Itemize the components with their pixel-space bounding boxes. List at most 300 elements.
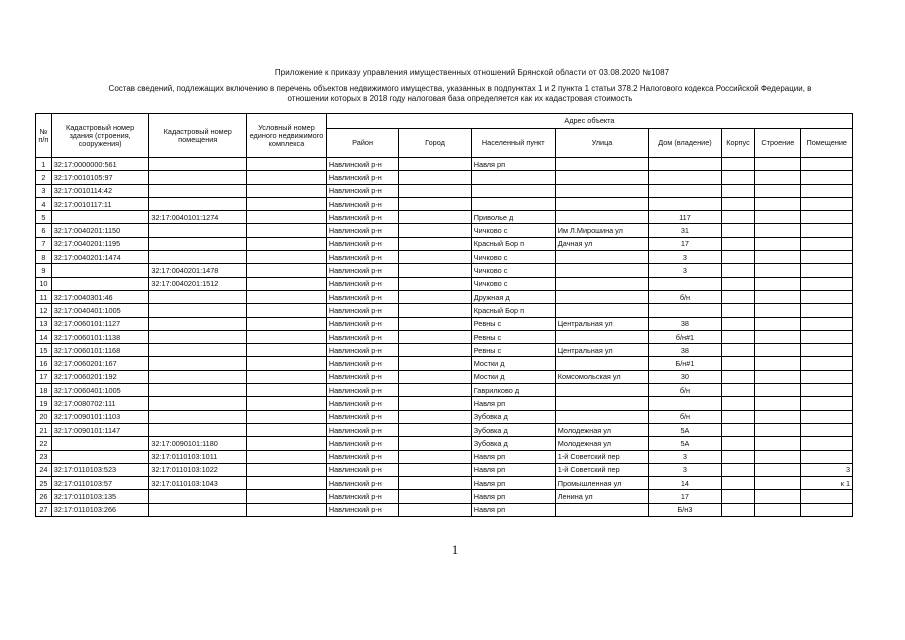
cell-house: 3: [649, 450, 721, 463]
table-row: [36, 158, 853, 171]
cell-complex-number: [247, 450, 327, 463]
cell-pomeshchenie: к 1: [801, 477, 853, 490]
cell-complex-number: [247, 490, 327, 503]
cell-city: [399, 463, 471, 476]
cell-stroenie: [755, 357, 801, 370]
cell-row-number: 13: [36, 317, 52, 330]
cell-street: [555, 197, 648, 210]
cell-locality: Зубовка д: [471, 423, 555, 436]
cell-complex-number: [247, 397, 327, 410]
cell-house: б/н: [649, 410, 721, 423]
cell-row-number: 14: [36, 330, 52, 343]
cell-complex-number: [247, 211, 327, 224]
cell-korpus: [721, 290, 755, 303]
cell-row-number: 27: [36, 503, 52, 516]
cell-complex-number: [247, 197, 327, 210]
cell-street: [555, 290, 648, 303]
table-row: [36, 503, 853, 516]
cell-room-cadastral-number: 32:17:0110103:1011: [149, 450, 247, 463]
cell-room-cadastral-number: [149, 290, 247, 303]
cell-korpus: [721, 237, 755, 250]
cell-building-cadastral-number: 32:17:0110103:57: [51, 477, 149, 490]
cell-district: Навлинский р-н: [326, 357, 398, 370]
table-row: [36, 237, 853, 250]
cell-house: 3: [649, 463, 721, 476]
cell-pomeshchenie: [801, 290, 853, 303]
cell-building-cadastral-number: 32:17:0040401:1005: [51, 304, 149, 317]
cell-street: Дачная ул: [555, 237, 648, 250]
table-row: [36, 450, 853, 463]
table-row: [36, 490, 853, 503]
cell-house: Б/н#1: [649, 357, 721, 370]
cell-district: Навлинский р-н: [326, 477, 398, 490]
cell-row-number: 16: [36, 357, 52, 370]
cell-row-number: 19: [36, 397, 52, 410]
cell-district: Навлинский р-н: [326, 463, 398, 476]
table-row: [36, 437, 853, 450]
cell-locality: Чичково с: [471, 277, 555, 290]
cell-house: 5А: [649, 423, 721, 436]
cell-locality: [471, 197, 555, 210]
cell-house: б/н: [649, 384, 721, 397]
table-body: [36, 158, 853, 517]
cell-street: [555, 397, 648, 410]
cell-district: Навлинский р-н: [326, 158, 398, 171]
col-header-city: Город: [399, 129, 471, 158]
cell-house: [649, 184, 721, 197]
cell-city: [399, 211, 471, 224]
cell-row-number: 22: [36, 437, 52, 450]
col-header-pomeshchenie: Помещение: [801, 129, 853, 158]
cell-street: Центральная ул: [555, 317, 648, 330]
cell-complex-number: [247, 410, 327, 423]
cell-complex-number: [247, 370, 327, 383]
cell-stroenie: [755, 290, 801, 303]
cell-street: Им Л.Мирошина ул: [555, 224, 648, 237]
table-row: [36, 384, 853, 397]
cell-pomeshchenie: 3: [801, 463, 853, 476]
document-subtitle: [40, 84, 880, 104]
cell-complex-number: [247, 158, 327, 171]
cell-row-number: 8: [36, 251, 52, 264]
cell-complex-number: [247, 423, 327, 436]
cell-row-number: 18: [36, 384, 52, 397]
cell-pomeshchenie: [801, 211, 853, 224]
table-row: [36, 211, 853, 224]
cell-locality: Дружная д: [471, 290, 555, 303]
table-row: [36, 370, 853, 383]
cell-building-cadastral-number: 32:17:0040201:1150: [51, 224, 149, 237]
cell-stroenie: [755, 463, 801, 476]
cell-row-number: 9: [36, 264, 52, 277]
cell-room-cadastral-number: [149, 304, 247, 317]
col-header-locality: Населенный пункт: [471, 129, 555, 158]
cell-city: [399, 317, 471, 330]
cell-building-cadastral-number: 32:17:0040201:1195: [51, 237, 149, 250]
col-header-korpus: Корпус: [721, 129, 755, 158]
cell-district: Навлинский р-н: [326, 224, 398, 237]
cell-korpus: [721, 344, 755, 357]
cell-district: Навлинский р-н: [326, 277, 398, 290]
cell-room-cadastral-number: [149, 224, 247, 237]
cell-stroenie: [755, 304, 801, 317]
col-header-district: Район: [326, 129, 398, 158]
col-header-street: Улица: [555, 129, 648, 158]
table-row: [36, 397, 853, 410]
cell-complex-number: [247, 477, 327, 490]
cell-room-cadastral-number: [149, 251, 247, 264]
table-row: [36, 171, 853, 184]
cell-korpus: [721, 158, 755, 171]
cell-stroenie: [755, 450, 801, 463]
appendix-line: Приложение к приказу управления имущественных отношений Брянской области от 03.08.2020 №1087: [274, 68, 670, 77]
cell-room-cadastral-number: [149, 384, 247, 397]
cell-row-number: 25: [36, 477, 52, 490]
cell-pomeshchenie: [801, 184, 853, 197]
cell-room-cadastral-number: [149, 423, 247, 436]
subtitle-line-1: Состав сведений, подлежащих включению в перечень объектов недвижимого имущества, указанных в подпунктах 1 и 2 пункта 1 статьи 378.2 Налогового кодекса Российской Федерации, в: [108, 84, 812, 93]
cell-room-cadastral-number: [149, 184, 247, 197]
cell-row-number: 5: [36, 211, 52, 224]
cell-pomeshchenie: [801, 304, 853, 317]
col-header-num: № п/п: [36, 114, 52, 158]
cell-locality: [471, 171, 555, 184]
cell-room-cadastral-number: [149, 357, 247, 370]
cell-locality: Чичково с: [471, 264, 555, 277]
cell-row-number: 2: [36, 171, 52, 184]
cell-stroenie: [755, 503, 801, 516]
cell-pomeshchenie: [801, 264, 853, 277]
cell-korpus: [721, 277, 755, 290]
cell-district: Навлинский р-н: [326, 344, 398, 357]
cell-city: [399, 184, 471, 197]
cell-house: 5А: [649, 437, 721, 450]
cell-row-number: 1: [36, 158, 52, 171]
cell-house: [649, 304, 721, 317]
cell-stroenie: [755, 251, 801, 264]
cell-stroenie: [755, 211, 801, 224]
cell-street: 1-й Советский пер: [555, 463, 648, 476]
cell-locality: Зубовка д: [471, 437, 555, 450]
cell-korpus: [721, 450, 755, 463]
cell-street: [555, 211, 648, 224]
cell-stroenie: [755, 437, 801, 450]
cell-building-cadastral-number: [51, 450, 149, 463]
cell-row-number: 4: [36, 197, 52, 210]
col-header-address: Адрес объекта: [326, 114, 852, 129]
cell-room-cadastral-number: [149, 370, 247, 383]
cell-locality: Красный Бор п: [471, 304, 555, 317]
table-row: [36, 264, 853, 277]
table-row: [36, 344, 853, 357]
table-row: [36, 197, 853, 210]
cell-building-cadastral-number: 32:17:0040201:1474: [51, 251, 149, 264]
cell-city: [399, 477, 471, 490]
cell-building-cadastral-number: 32:17:0110103:266: [51, 503, 149, 516]
cell-district: Навлинский р-н: [326, 397, 398, 410]
cell-building-cadastral-number: [51, 264, 149, 277]
cell-district: Навлинский р-н: [326, 237, 398, 250]
cell-city: [399, 384, 471, 397]
cell-stroenie: [755, 264, 801, 277]
cell-locality: Ревны с: [471, 344, 555, 357]
cell-city: [399, 423, 471, 436]
cell-district: Навлинский р-н: [326, 317, 398, 330]
cell-pomeshchenie: [801, 277, 853, 290]
cell-stroenie: [755, 237, 801, 250]
cell-street: Молодежная ул: [555, 423, 648, 436]
cell-street: Комсомольская ул: [555, 370, 648, 383]
cell-room-cadastral-number: [149, 237, 247, 250]
cell-stroenie: [755, 477, 801, 490]
cell-district: Навлинский р-н: [326, 384, 398, 397]
cell-room-cadastral-number: 32:17:0090101:1180: [149, 437, 247, 450]
cell-street: [555, 264, 648, 277]
cell-korpus: [721, 304, 755, 317]
cell-house: [649, 158, 721, 171]
objects-table: [35, 113, 853, 517]
cell-korpus: [721, 370, 755, 383]
cell-house: 117: [649, 211, 721, 224]
col-header-building: Кадастровый номер здания (строения, сооружения): [51, 114, 149, 158]
cell-complex-number: [247, 264, 327, 277]
cell-complex-number: [247, 184, 327, 197]
cell-house: [649, 171, 721, 184]
cell-pomeshchenie: [801, 503, 853, 516]
cell-complex-number: [247, 277, 327, 290]
col-header-house: Дом (владение): [649, 129, 721, 158]
cell-district: Навлинский р-н: [326, 304, 398, 317]
cell-complex-number: [247, 237, 327, 250]
cell-pomeshchenie: [801, 251, 853, 264]
cell-room-cadastral-number: [149, 171, 247, 184]
cell-city: [399, 277, 471, 290]
cell-korpus: [721, 330, 755, 343]
cell-locality: Навля рп: [471, 503, 555, 516]
cell-building-cadastral-number: 32:17:0090101:1103: [51, 410, 149, 423]
cell-stroenie: [755, 158, 801, 171]
cell-stroenie: [755, 384, 801, 397]
cell-district: Навлинский р-н: [326, 184, 398, 197]
cell-locality: Красный Бор п: [471, 237, 555, 250]
table-row: [36, 410, 853, 423]
cell-complex-number: [247, 171, 327, 184]
cell-row-number: 12: [36, 304, 52, 317]
cell-city: [399, 237, 471, 250]
cell-complex-number: [247, 503, 327, 516]
cell-building-cadastral-number: [51, 277, 149, 290]
table-row: [36, 477, 853, 490]
table-row: [36, 357, 853, 370]
cell-korpus: [721, 224, 755, 237]
cell-district: Навлинский р-н: [326, 370, 398, 383]
table-row: [36, 277, 853, 290]
cell-pomeshchenie: [801, 490, 853, 503]
cell-city: [399, 370, 471, 383]
cell-locality: Навля рп: [471, 490, 555, 503]
cell-locality: [471, 184, 555, 197]
cell-house: Б/н3: [649, 503, 721, 516]
cell-district: Навлинский р-н: [326, 490, 398, 503]
table-row: [36, 184, 853, 197]
cell-complex-number: [247, 384, 327, 397]
cell-building-cadastral-number: 32:17:0010114:42: [51, 184, 149, 197]
col-header-stroenie: Строение: [755, 129, 801, 158]
cell-building-cadastral-number: 32:17:0090101:1147: [51, 423, 149, 436]
cell-city: [399, 197, 471, 210]
cell-house: 31: [649, 224, 721, 237]
cell-building-cadastral-number: 32:17:0060101:1127: [51, 317, 149, 330]
cell-korpus: [721, 423, 755, 436]
cell-street: [555, 503, 648, 516]
cell-pomeshchenie: [801, 437, 853, 450]
cell-city: [399, 251, 471, 264]
cell-korpus: [721, 397, 755, 410]
cell-pomeshchenie: [801, 237, 853, 250]
table-row: [36, 224, 853, 237]
cell-row-number: 7: [36, 237, 52, 250]
cell-building-cadastral-number: 32:17:0010105:97: [51, 171, 149, 184]
cell-row-number: 10: [36, 277, 52, 290]
cell-locality: Приволье д: [471, 211, 555, 224]
cell-street: [555, 277, 648, 290]
cell-stroenie: [755, 410, 801, 423]
cell-district: Навлинский р-н: [326, 410, 398, 423]
cell-complex-number: [247, 251, 327, 264]
cell-district: Навлинский р-н: [326, 503, 398, 516]
cell-city: [399, 304, 471, 317]
cell-stroenie: [755, 171, 801, 184]
cell-street: Центральная ул: [555, 344, 648, 357]
cell-building-cadastral-number: 32:17:0010117:11: [51, 197, 149, 210]
cell-korpus: [721, 437, 755, 450]
cell-room-cadastral-number: 32:17:0040201:1478: [149, 264, 247, 277]
cell-complex-number: [247, 317, 327, 330]
cell-house: 3: [649, 251, 721, 264]
cell-district: Навлинский р-н: [326, 171, 398, 184]
cell-locality: Зубовка д: [471, 410, 555, 423]
cell-locality: Ревны с: [471, 330, 555, 343]
cell-pomeshchenie: [801, 330, 853, 343]
cell-stroenie: [755, 370, 801, 383]
cell-room-cadastral-number: [149, 330, 247, 343]
cell-stroenie: [755, 184, 801, 197]
cell-row-number: 11: [36, 290, 52, 303]
cell-row-number: 23: [36, 450, 52, 463]
cell-row-number: 26: [36, 490, 52, 503]
cell-stroenie: [755, 330, 801, 343]
cell-building-cadastral-number: [51, 211, 149, 224]
cell-city: [399, 344, 471, 357]
cell-room-cadastral-number: [149, 410, 247, 423]
cell-building-cadastral-number: 32:17:0110103:135: [51, 490, 149, 503]
cell-building-cadastral-number: 32:17:0060401:1005: [51, 384, 149, 397]
cell-locality: Мостки д: [471, 357, 555, 370]
cell-row-number: 15: [36, 344, 52, 357]
cell-street: [555, 184, 648, 197]
cell-locality: Навля рп: [471, 158, 555, 171]
cell-house: 38: [649, 317, 721, 330]
cell-pomeshchenie: [801, 317, 853, 330]
cell-row-number: 6: [36, 224, 52, 237]
cell-city: [399, 503, 471, 516]
cell-building-cadastral-number: 32:17:0060201:192: [51, 370, 149, 383]
cell-building-cadastral-number: 32:17:0000000:561: [51, 158, 149, 171]
cell-locality: Чичково с: [471, 251, 555, 264]
cell-city: [399, 158, 471, 171]
cell-district: Навлинский р-н: [326, 211, 398, 224]
cell-stroenie: [755, 317, 801, 330]
cell-city: [399, 264, 471, 277]
cell-korpus: [721, 384, 755, 397]
cell-row-number: 3: [36, 184, 52, 197]
cell-korpus: [721, 357, 755, 370]
cell-building-cadastral-number: 32:17:0060101:1138: [51, 330, 149, 343]
cell-stroenie: [755, 423, 801, 436]
cell-city: [399, 330, 471, 343]
cell-room-cadastral-number: 32:17:0110103:1043: [149, 477, 247, 490]
cell-locality: Гаврилково д: [471, 384, 555, 397]
cell-building-cadastral-number: 32:17:0080702:111: [51, 397, 149, 410]
cell-city: [399, 171, 471, 184]
cell-city: [399, 450, 471, 463]
cell-row-number: 17: [36, 370, 52, 383]
cell-korpus: [721, 490, 755, 503]
cell-pomeshchenie: [801, 197, 853, 210]
table-row: [36, 290, 853, 303]
cell-street: [555, 330, 648, 343]
cell-building-cadastral-number: [51, 437, 149, 450]
cell-street: 1-й Советский пер: [555, 450, 648, 463]
cell-room-cadastral-number: 32:17:0110103:1022: [149, 463, 247, 476]
cell-room-cadastral-number: [149, 397, 247, 410]
table-row: [36, 463, 853, 476]
cell-street: [555, 304, 648, 317]
cell-house: 17: [649, 237, 721, 250]
cell-korpus: [721, 477, 755, 490]
table-row: [36, 423, 853, 436]
cell-building-cadastral-number: 32:17:0110103:523: [51, 463, 149, 476]
cell-district: Навлинский р-н: [326, 437, 398, 450]
cell-pomeshchenie: [801, 224, 853, 237]
cell-pomeshchenie: [801, 171, 853, 184]
cell-city: [399, 290, 471, 303]
cell-pomeshchenie: [801, 344, 853, 357]
cell-korpus: [721, 503, 755, 516]
cell-street: [555, 158, 648, 171]
cell-pomeshchenie: [801, 450, 853, 463]
col-header-room: Кадастровый номер помещения: [149, 114, 247, 158]
cell-room-cadastral-number: 32:17:0040101:1274: [149, 211, 247, 224]
cell-korpus: [721, 197, 755, 210]
cell-district: Навлинский р-н: [326, 251, 398, 264]
cell-locality: Навля рп: [471, 450, 555, 463]
cell-korpus: [721, 251, 755, 264]
cell-complex-number: [247, 224, 327, 237]
cell-row-number: 21: [36, 423, 52, 436]
cell-korpus: [721, 410, 755, 423]
cell-street: [555, 171, 648, 184]
cell-complex-number: [247, 344, 327, 357]
cell-room-cadastral-number: [149, 197, 247, 210]
cell-stroenie: [755, 397, 801, 410]
cell-complex-number: [247, 437, 327, 450]
cell-house: [649, 277, 721, 290]
cell-pomeshchenie: [801, 410, 853, 423]
cell-house: [649, 397, 721, 410]
cell-street: Ленина ул: [555, 490, 648, 503]
cell-building-cadastral-number: 32:17:0040301:46: [51, 290, 149, 303]
